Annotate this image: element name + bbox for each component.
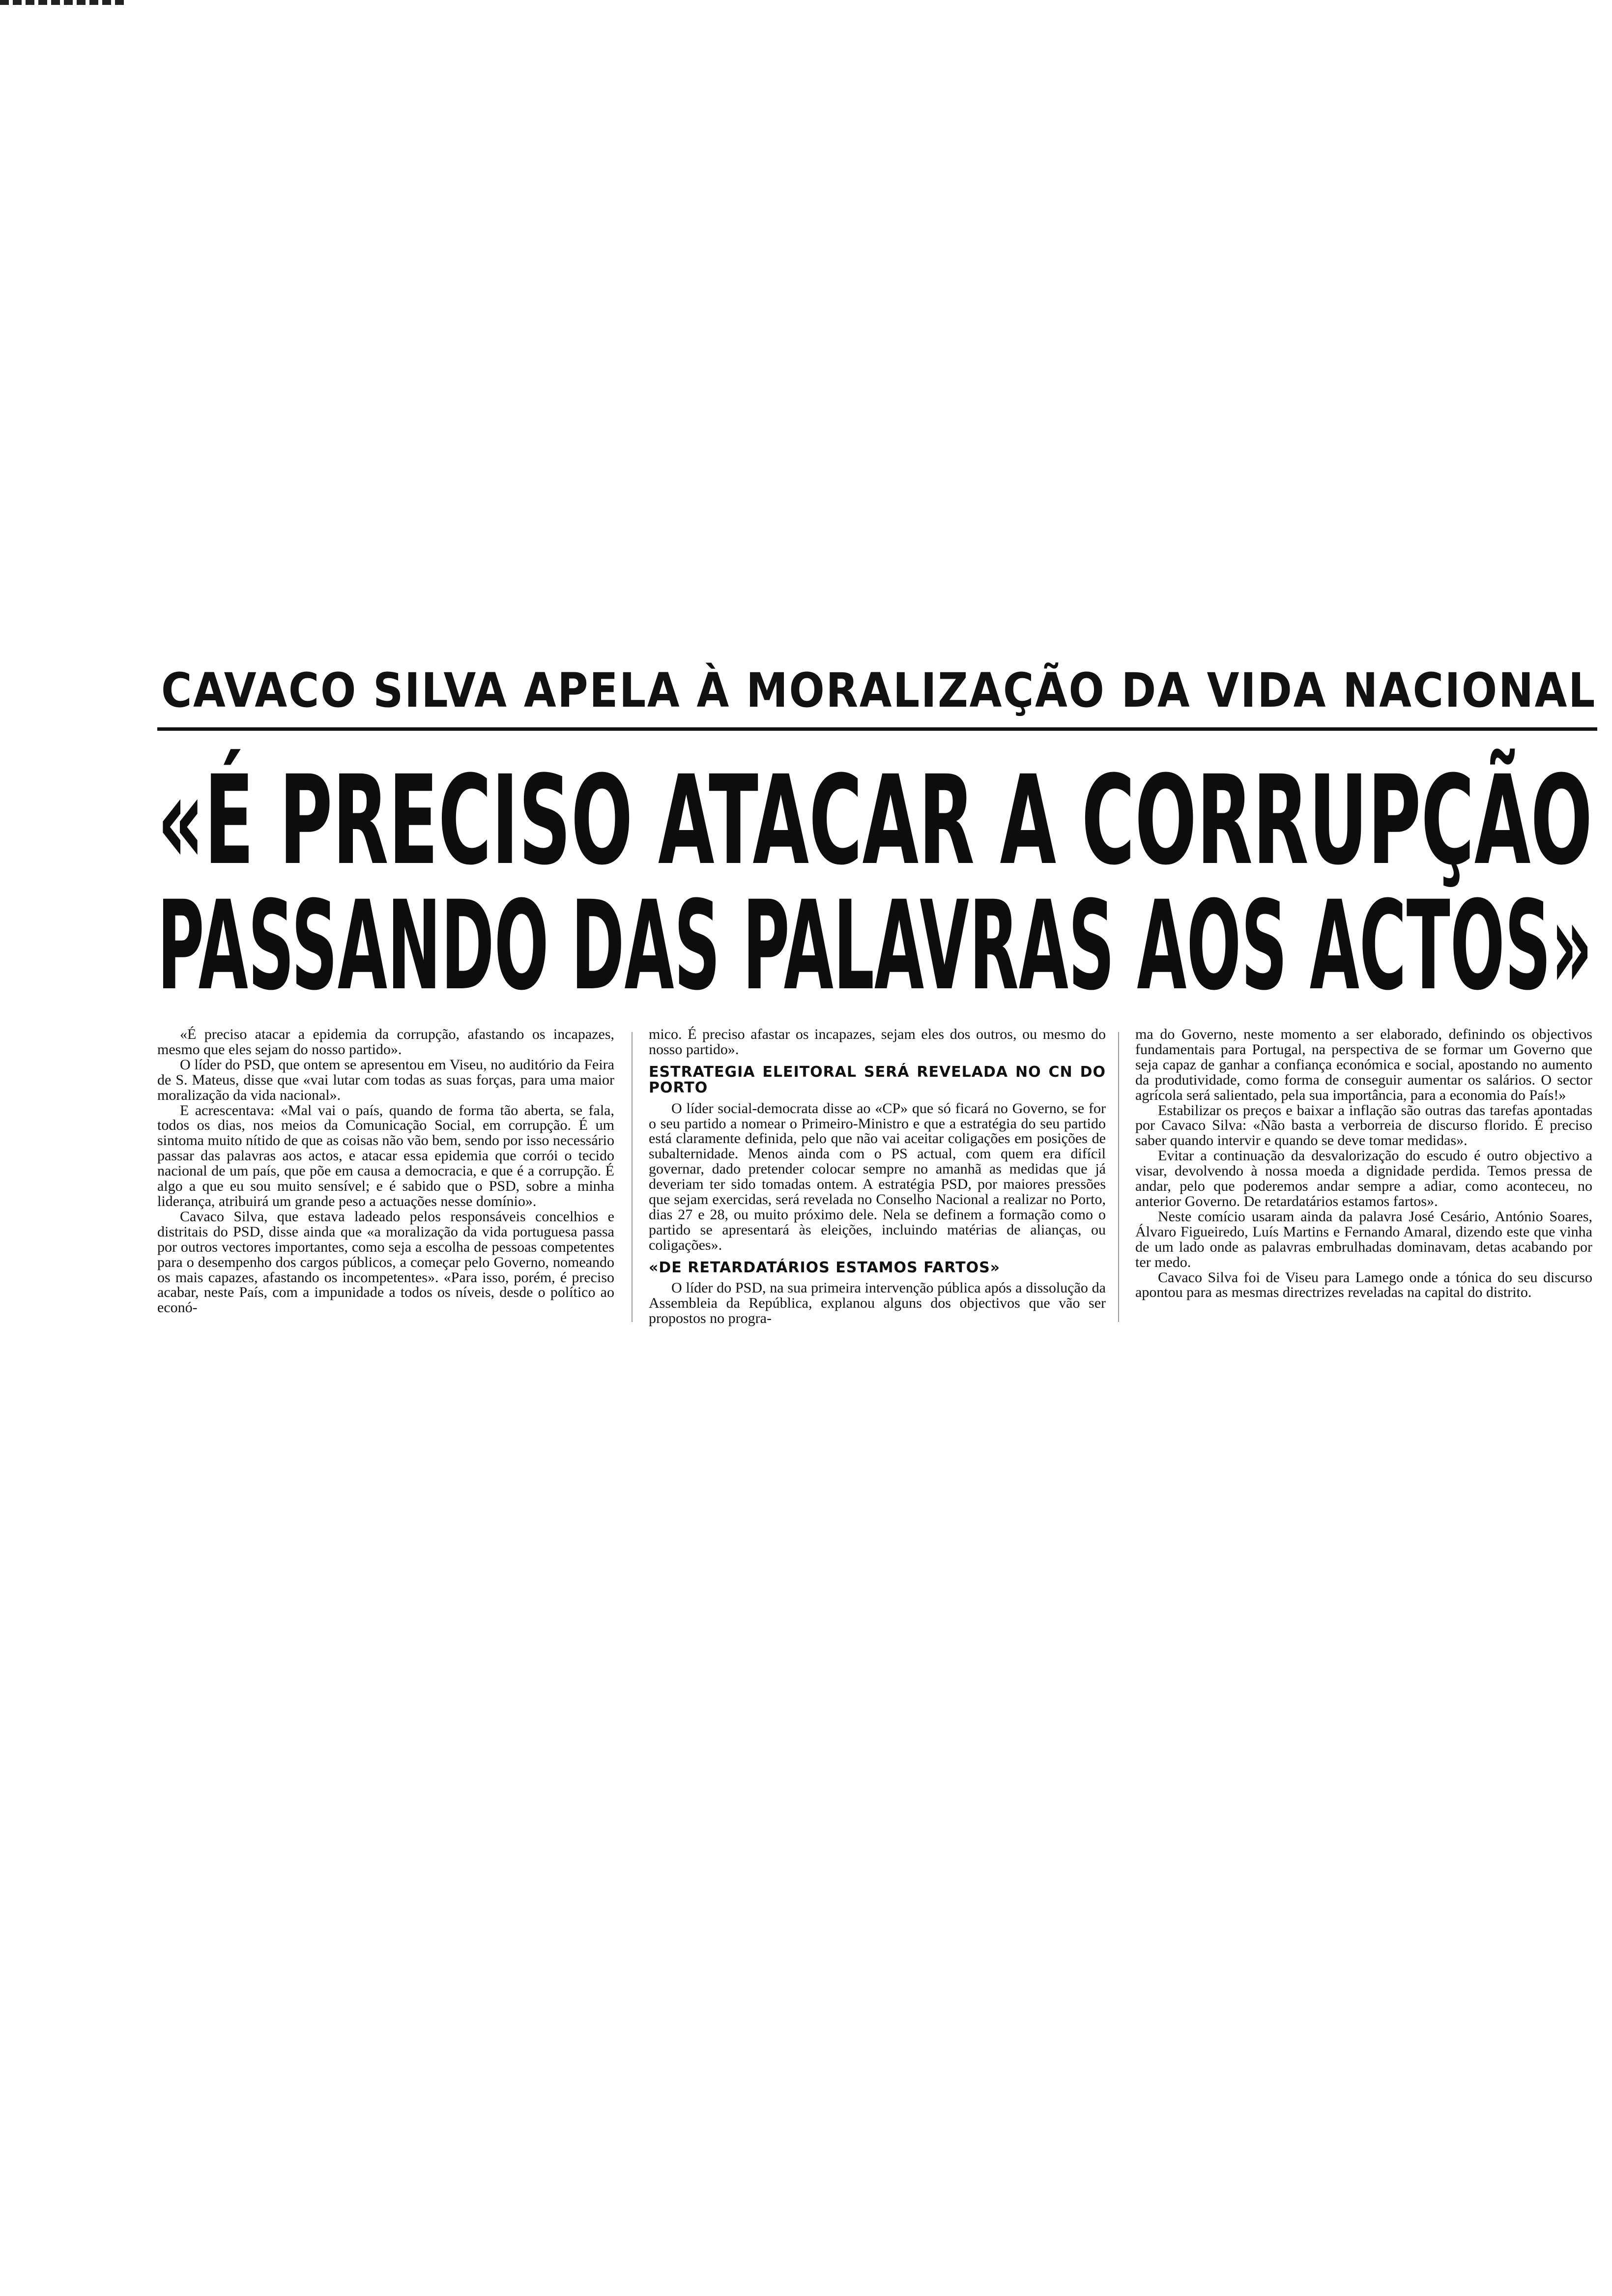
body-paragraph: Cavaco Silva, que estava ladeado pelos responsáveis concelhios e distritais do PSD, disse ainda que «a moralização da vida portuguesa passa por outros vectores importantes, como seja a escolha de pessoas competentes para o desempenho dos cargos públicos, a começar pelo Governo, nomeando os mais capazes, afastando os incompetentes». «Para isso, porém, é preciso acabar, neste País, com a impunidade a todos os níveis, desde o político ao econó- xyxy=(157,1208,614,1316)
body-paragraph: mico. É preciso afastar os incapazes, sejam eles dos outros, ou mesmo do nosso partido». xyxy=(649,1026,1106,1058)
article-column-3 xyxy=(1135,1027,1592,1300)
section-subheading: ESTRATEGIA ELEITORAL SERÁ REVELADA NO CN DO PORTO xyxy=(649,1063,1106,1097)
body-paragraph: Estabilizar os preços e baixar a inflação são outras das tarefas apontadas por Cavaco Silva: «Não basta a verborreia de discurso florido. É preciso saber quando intervir e quando se deve tomar medidas». xyxy=(1135,1102,1592,1149)
column-divider xyxy=(1118,1032,1119,1322)
body-paragraph: Evitar a continuação da desvalorização do escudo é outro objectivo a visar, devolvendo à nossa moeda a dignidade perdida. Temos pressa de andar, pelo que poderemos andar sempre a adiar, como aconteceu, no anterior Governo. De retardatários estamos fartos». xyxy=(1135,1148,1592,1209)
kicker-underline xyxy=(157,727,1597,731)
body-paragraph: Neste comício usaram ainda da palavra José Cesário, António Soares, Álvaro Figueiredo, Luís Martins e Fernando Amaral, dizendo este que vinha de um lado onde as palavras embrulhadas dominavam, detas acabando por ter medo. xyxy=(1135,1208,1592,1270)
column-divider xyxy=(632,1032,633,1322)
newspaper-clipping xyxy=(157,654,1597,1332)
headline-line-2: PASSANDO DAS PALAVRAS AOS ACTOS» xyxy=(157,874,1593,1017)
body-paragraph: Cavaco Silva foi de Viseu para Lamego onde a tónica do seu discurso apontou para as mesmas directrizes reveladas na capital do distrito. xyxy=(1135,1269,1592,1301)
article-kicker: CAVACO SILVA APELA À MORALIZAÇÃO DA VIDA NACIONAL xyxy=(161,663,1596,718)
article-column-2 xyxy=(649,1027,1106,1326)
article-column-1 xyxy=(157,1027,614,1316)
scan-edge-mark xyxy=(0,0,128,5)
body-paragraph: ma do Governo, neste momento a ser elaborado, definindo os objectivos fundamentais para Portugal, na perspectiva de se formar um Governo que seja capaz de ganhar a confiança económica e social, apostando no aumento da produtividade, como forma de conseguir aumentar os salários. O sector agrícola será salientado, pela sua importância, para a economia do País!» xyxy=(1135,1026,1592,1103)
headline-line-1: «É PRECISO ATACAR A CORRUPÇÃO xyxy=(157,749,1593,892)
body-paragraph: O líder do PSD, na sua primeira intervenção pública após a dissolução da Assembleia da República, explanou alguns dos objectivos que vão ser propostos no progra- xyxy=(649,1280,1106,1326)
body-paragraph: E acrescentava: «Mal vai o país, quando de forma tão aberta, se fala, todos os dias, nos meios da Comunicação Social, em corrupção. É um sintoma muito nítido de que as coisas não vão bem, sendo por isso necessário passar das palavras aos actos, e atacar essa epidemia que corrói o tecido nacional de um país, que põe em causa a democracia, e que é a corrupção. É algo a que eu sou muito sensível; e é sabido que o PSD, sobre a minha liderança, atribuirá um grande peso a actuações nesse domínio». xyxy=(157,1102,614,1209)
section-subheading: «DE RETARDATÁRIOS ESTAMOS FARTOS» xyxy=(649,1259,1001,1276)
body-paragraph: «É preciso atacar a epidemia da corrupção, afastando os incapazes, mesmo que eles sejam do nosso partido». xyxy=(157,1026,614,1058)
body-paragraph: O líder do PSD, que ontem se apresentou em Viseu, no auditório da Feira de S. Mateus, disse que «vai lutar com todas as suas forças, para uma maior moralização da vida nacional». xyxy=(157,1056,614,1103)
body-paragraph: O líder social-democrata disse ao «CP» que só ficará no Governo, se for o seu partido a nomear o Primeiro-Ministro e que a estratégia do seu partido está claramente definida, pelo que não vai aceitar coligações em posições de subalternidade. Menos ainda com o PS actual, com quem era difícil governar, dado pretender colocar sempre no amanhã as medidas que já deveriam ter sido tomadas ontem. A estratégia PSD, por maiores pressões que sejam exercidas, será revelada no Conselho Nacional a realizar no Porto, dias 27 e 28, ou muito próximo dele. Nela se definem a formação como o partido se apresentará às eleições, incluindo matérias de alianças, ou coligações». xyxy=(649,1100,1106,1253)
